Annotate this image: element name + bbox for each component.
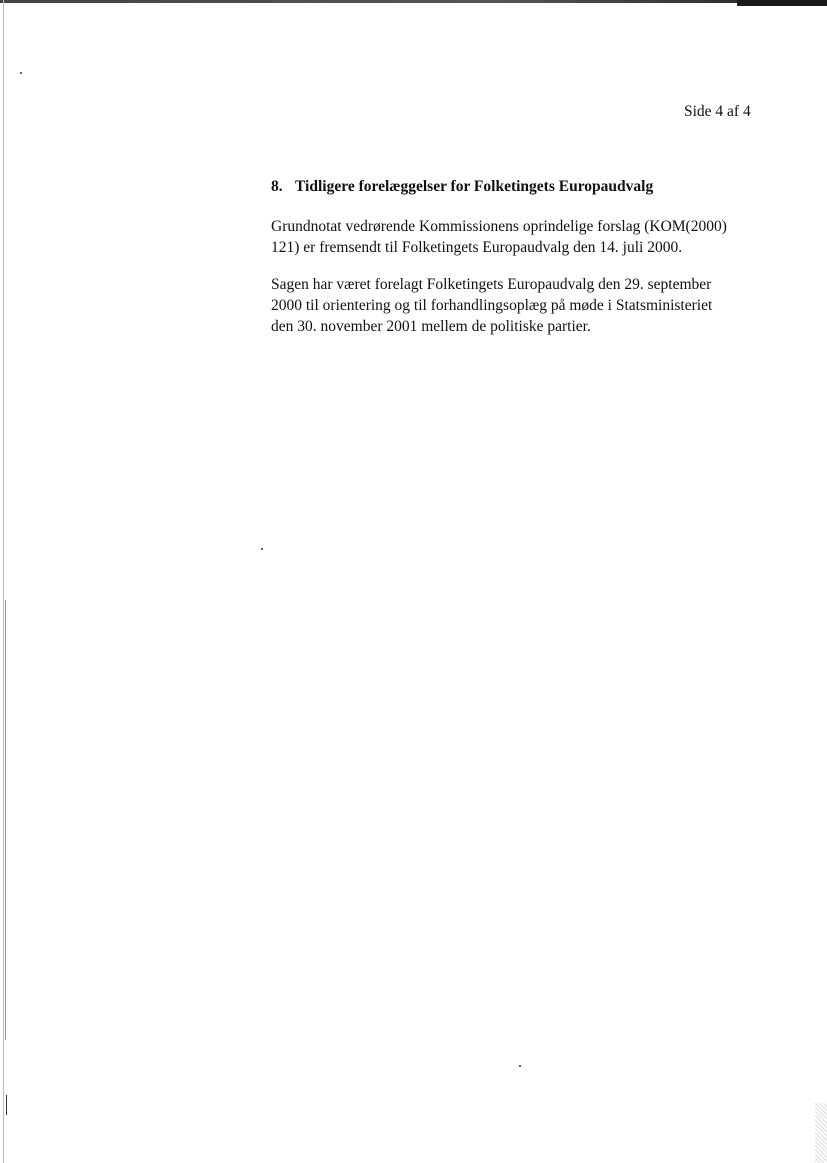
scan-speck <box>261 548 263 550</box>
scan-speck <box>519 1065 521 1067</box>
section-number: 8. <box>271 178 283 195</box>
scan-top-edge <box>0 0 827 3</box>
paragraph-line: 2000 til orientering og til forhandlingsoplæg på møde i Statsministeriet <box>271 297 713 314</box>
section-title: Tidligere forelæggelser for Folketingets Europaudvalg <box>295 178 654 195</box>
scan-speck <box>20 72 22 74</box>
paragraph-line: den 30. november 2001 mellem de politiske partier. <box>271 318 591 335</box>
section-heading <box>271 178 653 196</box>
scan-left-tick <box>6 1095 7 1115</box>
paragraph <box>271 274 712 337</box>
page-number: Side 4 af 4 <box>684 103 751 120</box>
paragraph-line: Grundnotat vedrørende Kommissionens oprindelige forslag (KOM(2000) <box>271 218 727 235</box>
scan-top-edge-dark <box>737 0 827 6</box>
paragraph-line: Sagen har været forelagt Folketingets Europaudvalg den 29. september <box>271 276 712 293</box>
paragraph-line: 121) er fremsendt til Folketingets Europaudvalg den 14. juli 2000. <box>271 239 683 256</box>
scan-left-edge <box>3 0 4 1163</box>
scan-left-edge-mark <box>5 600 6 1040</box>
scan-corner-noise <box>815 1103 827 1163</box>
paragraph <box>271 216 727 258</box>
